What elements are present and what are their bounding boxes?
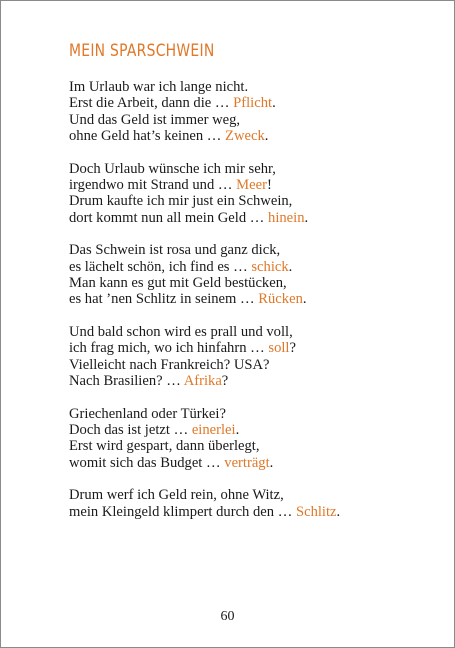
line-prompt: ich frag mich, wo ich hinfahrn … [69, 340, 269, 357]
poem-line [69, 259, 434, 275]
line-punctuation: . [264, 128, 269, 145]
stanza [69, 242, 434, 308]
rhyme-answer: einerlei [191, 421, 236, 438]
stanza [69, 406, 434, 472]
line-punctuation: . [302, 291, 307, 308]
poem-line [69, 504, 434, 520]
poem-line: Vielleicht nach Frankreich? USA? [69, 356, 270, 373]
poem-line: Und das Geld ist immer weg, [69, 111, 241, 128]
stanza [69, 161, 434, 227]
rhyme-answer: schick [251, 258, 289, 275]
line-prompt: mein Kleingeld klimpert durch den … [69, 503, 296, 520]
poem-line: Drum werf ich Geld rein, ohne Witz, [69, 487, 284, 504]
rhyme-answer: hinein [268, 209, 305, 226]
rhyme-answer: Pflicht [233, 95, 273, 112]
poem-line: Erst wird gespart, dann überlegt, [69, 438, 260, 455]
line-prompt: irgendwo mit Strand und … [69, 177, 237, 194]
rhyme-answer: Zweck [225, 128, 265, 145]
poem-line [69, 455, 434, 471]
rhyme-answer: Afrika [183, 373, 222, 390]
poem-line: Und bald schon wird es prall und voll, [69, 323, 293, 340]
line-punctuation: ? [221, 373, 229, 390]
poem-line [69, 340, 434, 356]
rhyme-answer: Schlitz [295, 503, 337, 520]
poem-line [69, 177, 434, 193]
line-punctuation: . [235, 421, 240, 438]
line-punctuation: ! [266, 177, 272, 194]
line-punctuation: . [336, 503, 341, 520]
line-punctuation: ? [289, 340, 296, 357]
line-punctuation: . [269, 454, 274, 471]
poem-line [69, 373, 434, 389]
poem [69, 79, 434, 536]
line-prompt: Erst die Arbeit, dann die … [69, 95, 234, 112]
line-punctuation: . [304, 209, 309, 226]
stanza [69, 324, 434, 390]
rhyme-answer: verträgt [224, 454, 270, 471]
line-prompt: dort kommt nun all mein Geld … [69, 209, 269, 226]
poem-line: Griechenland oder Türkei? [69, 405, 226, 422]
poem-line [69, 291, 434, 307]
line-prompt: Nach Brasilien? … [69, 373, 184, 390]
poem-line: Das Schwein ist rosa und ganz dick, [69, 242, 281, 259]
poem-line [69, 210, 434, 226]
rhyme-answer: Rücken [258, 291, 303, 308]
line-prompt: Doch das ist jetzt … [69, 421, 192, 438]
poem-line: Im Urlaub war ich lange nicht. [69, 79, 249, 95]
poem-line [69, 95, 434, 111]
poem-line: Man kann es gut mit Geld bestücken, [69, 275, 287, 292]
line-prompt: ohne Geld hat’s keinen … [69, 128, 226, 145]
stanza [69, 487, 434, 520]
line-punctuation: . [272, 95, 276, 112]
stanza [69, 79, 434, 145]
line-prompt: es lächelt schön, ich find es … [69, 258, 252, 275]
line-prompt: es hat ’nen Schlitz in seinem … [69, 291, 259, 308]
page-number: 60 [220, 609, 235, 624]
poem-line: Doch Urlaub wünsche ich mir sehr, [69, 160, 276, 177]
rhyme-answer: Meer [236, 177, 267, 194]
poem-line [69, 422, 434, 438]
rhyme-answer: soll [268, 340, 290, 357]
page-title: MEIN SPARSCHWEIN [69, 41, 215, 61]
line-prompt: womit sich das Budget … [69, 454, 225, 471]
poem-line [69, 128, 434, 144]
poem-line: Drum kaufte ich mir just ein Schwein, [69, 193, 293, 210]
line-punctuation: . [288, 258, 293, 275]
